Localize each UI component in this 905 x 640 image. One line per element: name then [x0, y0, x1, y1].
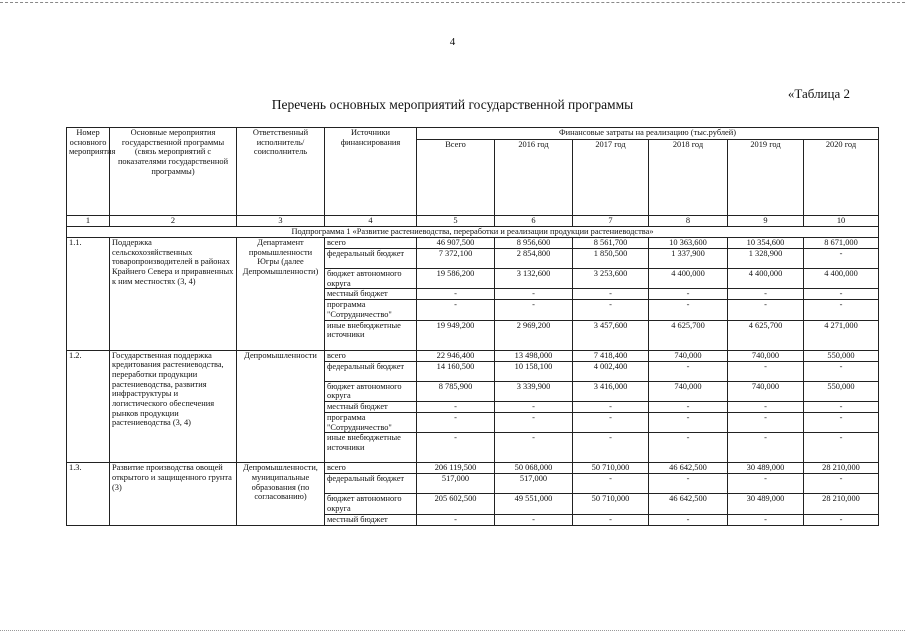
index-row	[67, 216, 879, 227]
amount-year: -	[495, 433, 573, 463]
funding-source: программа "Сотрудничество"	[325, 412, 417, 432]
amount-year: 30 489,000	[728, 463, 804, 474]
measure-responsible: Департамент промышленности Югры (далее Депромышленности)	[237, 238, 325, 351]
amount-total: 7 372,100	[417, 249, 495, 269]
amount-year: -	[804, 514, 879, 525]
amount-total: 46 907,500	[417, 238, 495, 249]
amount-year: 1 328,900	[728, 249, 804, 269]
amount-year: 550,000	[804, 381, 879, 401]
header-year: 2017 год	[573, 140, 649, 216]
funding-source: федеральный бюджет	[325, 249, 417, 269]
amount-year: -	[573, 289, 649, 300]
table-row	[67, 463, 879, 474]
index-cell: 7	[573, 216, 649, 227]
amount-year: -	[649, 474, 728, 494]
amount-year: -	[649, 412, 728, 432]
amount-total: -	[417, 433, 495, 463]
measure-responsible: Депромышленности, муниципальные образования (по согласованию)	[237, 463, 325, 525]
amount-year: 4 400,000	[804, 269, 879, 289]
measure-name: Развитие производства овощей открытого и защищенного грунта (3)	[110, 463, 237, 525]
table-label: «Таблица 2	[787, 86, 850, 101]
measure-responsible: Депромышленности	[237, 350, 325, 463]
header-total: Всего	[417, 140, 495, 216]
amount-year: 50 710,000	[573, 463, 649, 474]
page-number: 4	[449, 36, 456, 48]
index-cell: 9	[728, 216, 804, 227]
amount-year: -	[728, 433, 804, 463]
amount-total: -	[417, 401, 495, 412]
amount-year: -	[573, 401, 649, 412]
header-num: Номер основного мероприятия	[67, 128, 110, 216]
funding-source: иные внебюджетные источники	[325, 433, 417, 463]
amount-year: -	[804, 300, 879, 320]
amount-year: -	[573, 412, 649, 432]
amount-total: 8 785,900	[417, 381, 495, 401]
measure-name: Государственная поддержка кредитования растениеводства, переработки продукции растениеводства, развития инфраструктуры и логистического обеспечения рынков продукции растениеводства (3, 4)	[110, 350, 237, 463]
header-financing: Финансовые затраты на реализацию (тыс.рублей)	[417, 128, 879, 140]
amount-year: -	[804, 412, 879, 432]
amount-year: -	[573, 300, 649, 320]
amount-year: -	[728, 300, 804, 320]
funding-source: местный бюджет	[325, 401, 417, 412]
amount-year: -	[649, 433, 728, 463]
amount-year: 740,000	[728, 350, 804, 361]
funding-source: федеральный бюджет	[325, 474, 417, 494]
funding-source: всего	[325, 350, 417, 361]
table-row	[67, 350, 879, 361]
amount-year: -	[649, 361, 728, 381]
amount-total: 517,000	[417, 474, 495, 494]
subprogram-title: Подпрограмма 1 «Развитие растениеводства, переработки и реализации продукции растениеводства»	[67, 227, 879, 238]
amount-year: -	[728, 289, 804, 300]
amount-year: 4 625,700	[649, 320, 728, 350]
amount-year: 4 625,700	[728, 320, 804, 350]
amount-total: 205 602,500	[417, 494, 495, 514]
funding-source: местный бюджет	[325, 289, 417, 300]
amount-year: 2 854,800	[495, 249, 573, 269]
amount-year: -	[649, 289, 728, 300]
amount-year: -	[728, 401, 804, 412]
amount-year: -	[649, 401, 728, 412]
header-year: 2016 год	[495, 140, 573, 216]
amount-year: 49 551,000	[495, 494, 573, 514]
amount-year: 8 671,000	[804, 238, 879, 249]
funding-source: программа "Сотрудничество"	[325, 300, 417, 320]
amount-year: 7 418,400	[573, 350, 649, 361]
amount-year: 28 210,000	[804, 494, 879, 514]
header-main: Основные мероприятия государственной программы (связь мероприятий с показателями государственной программы)	[110, 128, 237, 216]
amount-total: -	[417, 289, 495, 300]
amount-year: -	[495, 514, 573, 525]
amount-total: 14 160,500	[417, 361, 495, 381]
amount-year: -	[804, 401, 879, 412]
header-year: 2018 год	[649, 140, 728, 216]
amount-year: -	[649, 514, 728, 525]
amount-total: -	[417, 300, 495, 320]
amount-year: -	[495, 401, 573, 412]
amount-year: -	[804, 361, 879, 381]
amount-year: 4 400,000	[728, 269, 804, 289]
header-year: 2020 год	[804, 140, 879, 216]
amount-total: 206 119,500	[417, 463, 495, 474]
amount-year: 46 642,500	[649, 494, 728, 514]
amount-year: -	[495, 412, 573, 432]
amount-year: -	[804, 474, 879, 494]
index-cell: 4	[325, 216, 417, 227]
amount-total: -	[417, 412, 495, 432]
measure-number: 1.1.	[67, 238, 110, 351]
amount-year: -	[573, 433, 649, 463]
amount-year: -	[495, 300, 573, 320]
amount-year: 10 158,100	[495, 361, 573, 381]
amount-year: -	[573, 474, 649, 494]
index-cell: 1	[67, 216, 110, 227]
amount-year: 1 337,900	[649, 249, 728, 269]
amount-year: 3 416,000	[573, 381, 649, 401]
amount-year: -	[573, 514, 649, 525]
funding-source: бюджет автономного округа	[325, 381, 417, 401]
amount-total: 19 586,200	[417, 269, 495, 289]
amount-year: 517,000	[495, 474, 573, 494]
amount-year: 3 132,600	[495, 269, 573, 289]
funding-source: местный бюджет	[325, 514, 417, 525]
amount-year: 8 561,700	[573, 238, 649, 249]
index-cell: 2	[110, 216, 237, 227]
funding-source: всего	[325, 238, 417, 249]
amount-year: 2 969,200	[495, 320, 573, 350]
amount-year: 10 363,600	[649, 238, 728, 249]
amount-year: 4 002,400	[573, 361, 649, 381]
index-cell: 6	[495, 216, 573, 227]
amount-total: 22 946,400	[417, 350, 495, 361]
amount-year: 46 642,500	[649, 463, 728, 474]
funding-source: иные внебюджетные источники	[325, 320, 417, 350]
amount-year: 4 271,000	[804, 320, 879, 350]
amount-year: 8 956,600	[495, 238, 573, 249]
measure-number: 1.2.	[67, 350, 110, 463]
amount-year: -	[804, 289, 879, 300]
index-cell: 5	[417, 216, 495, 227]
funding-source: федеральный бюджет	[325, 361, 417, 381]
index-cell: 10	[804, 216, 879, 227]
measures-table	[66, 127, 879, 526]
scan-bottom-edge	[0, 630, 905, 632]
amount-year: -	[804, 249, 879, 269]
amount-year: 3 457,600	[573, 320, 649, 350]
amount-year: 3 253,600	[573, 269, 649, 289]
amount-year: 28 210,000	[804, 463, 879, 474]
header-source: Источники финансирования	[325, 128, 417, 216]
amount-year: -	[649, 300, 728, 320]
index-cell: 8	[649, 216, 728, 227]
measure-number: 1.3.	[67, 463, 110, 525]
amount-year: 13 498,000	[495, 350, 573, 361]
measure-name: Поддержка сельскохозяйственных товаропроизводителей в районах Крайнего Севера и приравненных к ним местностях (3, 4)	[110, 238, 237, 351]
amount-year: -	[728, 514, 804, 525]
amount-year: 1 850,500	[573, 249, 649, 269]
header-year: 2019 год	[728, 140, 804, 216]
funding-source: бюджет автономного округа	[325, 269, 417, 289]
amount-year: 4 400,000	[649, 269, 728, 289]
amount-year: 740,000	[728, 381, 804, 401]
scan-top-edge	[0, 2, 905, 4]
amount-year: -	[495, 289, 573, 300]
funding-source: всего	[325, 463, 417, 474]
funding-source: бюджет автономного округа	[325, 494, 417, 514]
amount-year: 50 710,000	[573, 494, 649, 514]
amount-total: -	[417, 514, 495, 525]
amount-total: 19 949,200	[417, 320, 495, 350]
amount-year: -	[804, 433, 879, 463]
table-row	[67, 238, 879, 249]
amount-year: 10 354,600	[728, 238, 804, 249]
header-responsible: Ответственный исполнитель/соисполнитель	[237, 128, 325, 216]
amount-year: 740,000	[649, 350, 728, 361]
amount-year: 740,000	[649, 381, 728, 401]
amount-year: -	[728, 474, 804, 494]
amount-year: 30 489,000	[728, 494, 804, 514]
amount-year: 550,000	[804, 350, 879, 361]
amount-year: 50 068,000	[495, 463, 573, 474]
document-title: Перечень основных мероприятий государственной программы	[271, 97, 634, 112]
index-cell: 3	[237, 216, 325, 227]
amount-year: -	[728, 361, 804, 381]
amount-year: 3 339,900	[495, 381, 573, 401]
amount-year: -	[728, 412, 804, 432]
